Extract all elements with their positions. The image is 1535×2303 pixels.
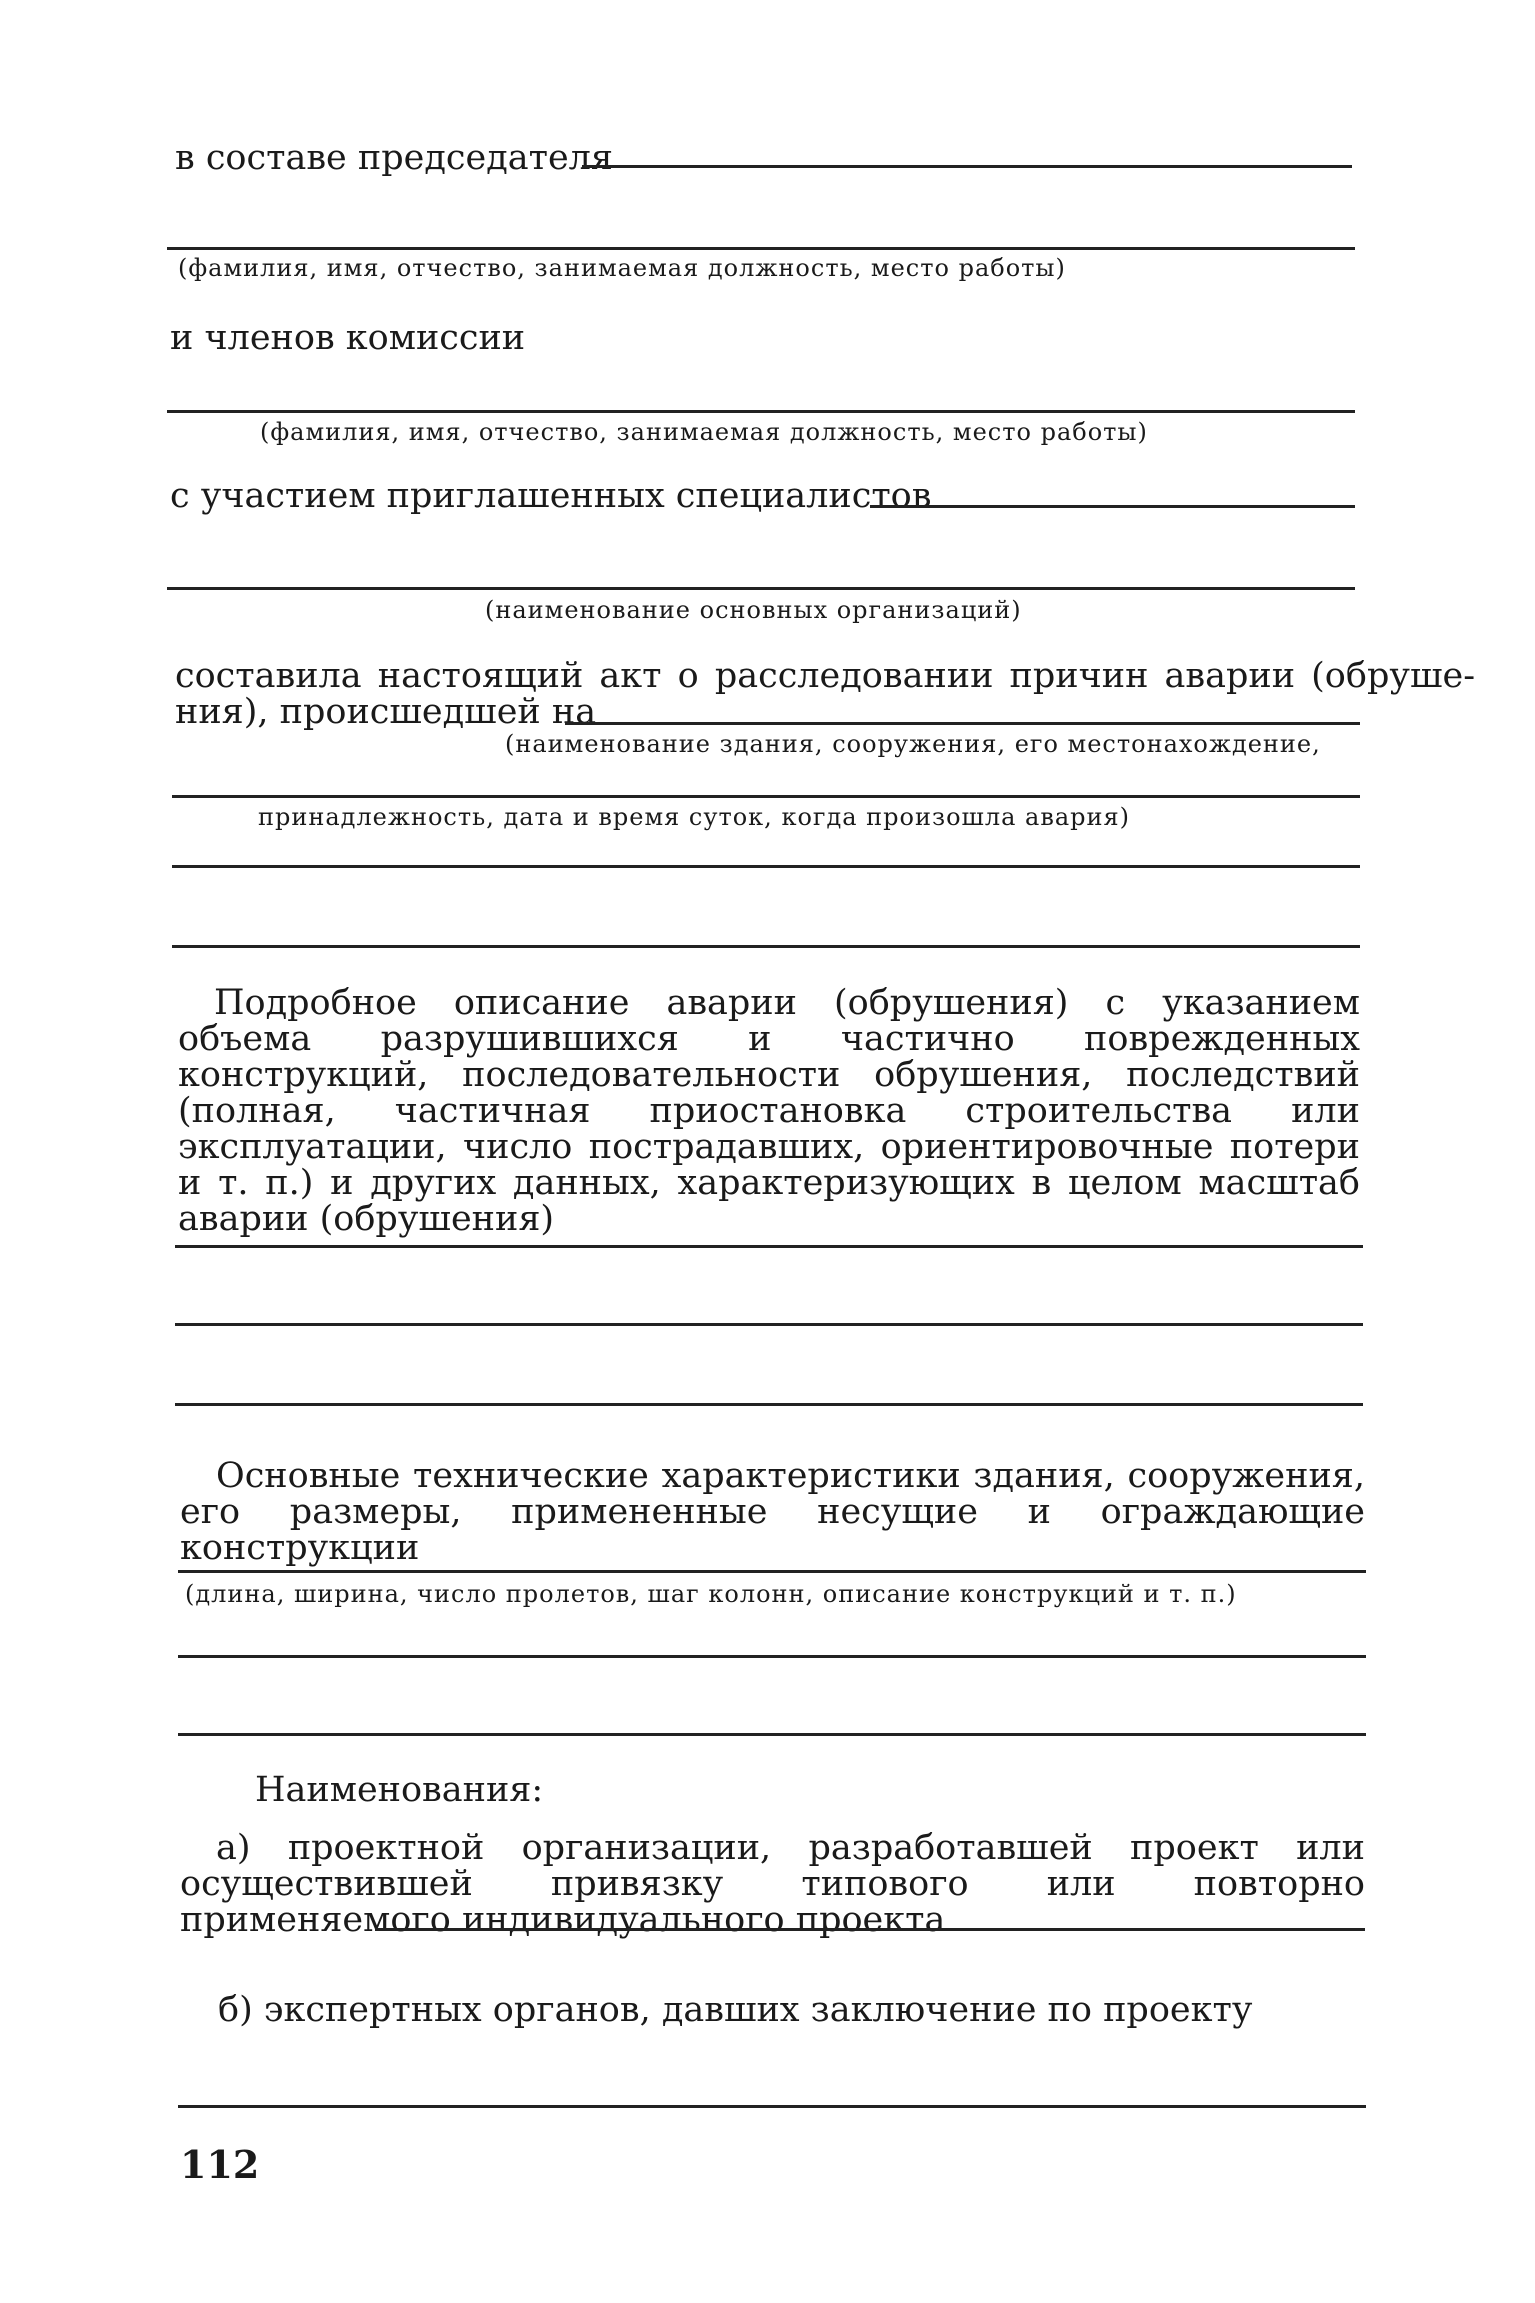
- description-fill-line-1[interactable]: [175, 1245, 1363, 1248]
- specialists-label: с участием приглашенных специалистов: [170, 476, 932, 516]
- names-item-b: б) экспертных органов, давших заключение по проекту: [218, 1990, 1253, 2030]
- specialists-fill-line[interactable]: [870, 505, 1355, 508]
- caption-members: (фамилия, имя, отчество, занимаемая должность, место работы): [260, 418, 1148, 446]
- characteristics-fill-line-3[interactable]: [178, 1733, 1366, 1736]
- characteristics-fill-line-1[interactable]: [178, 1570, 1366, 1573]
- accident-place-line-2[interactable]: [172, 795, 1360, 798]
- names-item-a: а) проектной организации, разработавшей проект или осуществившей привязку типового или повторно применяемого индивидуального проекта: [180, 1828, 1365, 1940]
- description-fill-line-3[interactable]: [175, 1403, 1363, 1406]
- accident-place-line-3[interactable]: [172, 865, 1360, 868]
- accident-place-line-4[interactable]: [172, 945, 1360, 948]
- description-fill-line-2[interactable]: [175, 1323, 1363, 1326]
- caption-orgs: (наименование основных организаций): [485, 596, 1022, 624]
- expert-orgs-fill-line[interactable]: [178, 2105, 1366, 2108]
- act-line-1: составила настоящий акт о расследовании причин аварии (обруше-: [175, 656, 1476, 696]
- names-heading: Наименования:: [255, 1770, 544, 1810]
- chairman-fill-line[interactable]: [582, 165, 1352, 168]
- project-org-fill-line[interactable]: [375, 1928, 1365, 1931]
- members-fill-line[interactable]: [167, 410, 1355, 413]
- accident-place-fill-line[interactable]: [565, 722, 1360, 725]
- caption-building-1: (наименование здания, сооружения, его местонахождение,: [505, 730, 1321, 758]
- caption-building-2: принадлежность, дата и время суток, когда произошла авария): [258, 803, 1131, 831]
- chairman-continuation-line[interactable]: [167, 247, 1355, 250]
- caption-chairman: (фамилия, имя, отчество, занимаемая должность, место работы): [178, 254, 1066, 282]
- page-number: 112: [180, 2142, 260, 2187]
- characteristics-fill-line-2[interactable]: [178, 1655, 1366, 1658]
- description-paragraph: Подробное описание аварии (обрушения) с указанием объема разрушившихся и частично поврежденных конструкций, последовательности обрушения, последствий (полная, частичная приостановка строительства или эксплуатации, число пострадавших, ориентировочные потери и т. п.) и других данных, характеризующих в целом масштаб аварии (обрушения): [178, 983, 1360, 1239]
- caption-characteristics: (длина, ширина, число пролетов, шаг колонн, описание конструкций и т. п.): [185, 1580, 1237, 1608]
- act-line-2: ния), происшедшей на: [175, 692, 597, 732]
- chairman-label: в составе председателя: [175, 138, 613, 178]
- members-label: и членов комиссии: [170, 318, 526, 358]
- characteristics-paragraph: Основные технические характеристики здания, сооружения, его размеры, примененные несущие и ограждающие конструкции: [180, 1456, 1365, 1568]
- specialists-continuation-line[interactable]: [167, 587, 1355, 590]
